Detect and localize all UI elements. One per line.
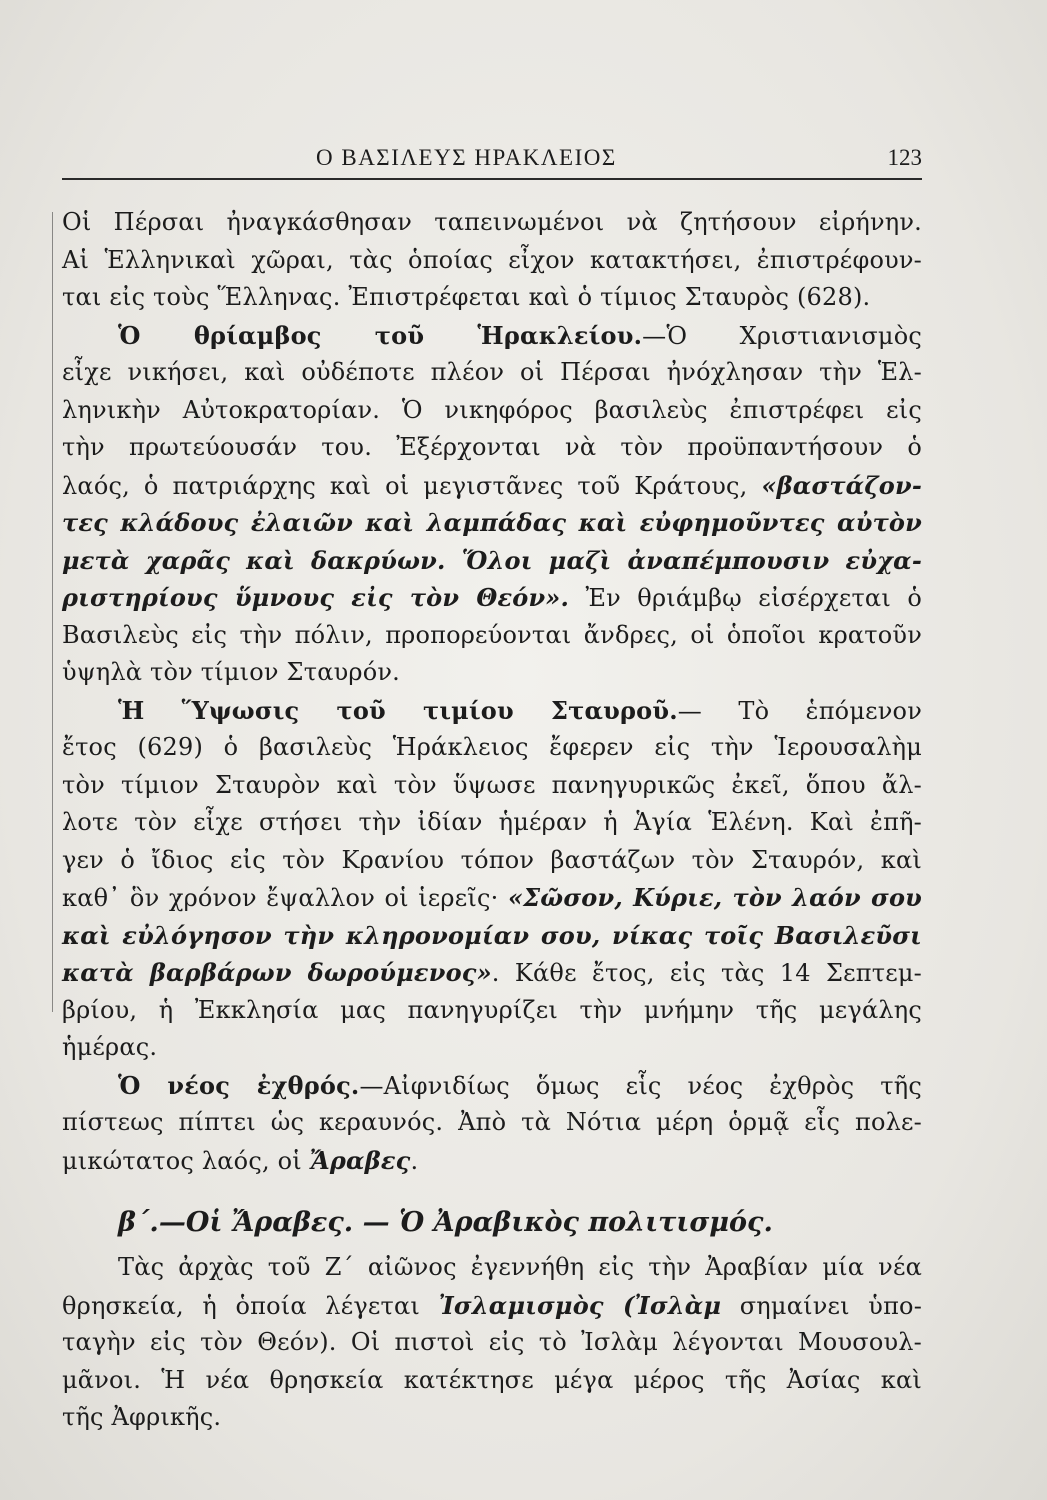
spacer	[62, 1179, 922, 1197]
text-line	[62, 1362, 922, 1400]
emphasis-text: «Σῶσον, Κύριε, τὸν λαόν σου	[507, 883, 922, 912]
running-header	[62, 145, 922, 179]
text-line	[62, 204, 922, 242]
text-line	[62, 842, 922, 880]
text-line	[62, 354, 922, 392]
plain-text: ἔτος (629) ὁ βασιλεὺς Ἡράκλειος ἔφερεν εἰς τὴν Ἱερουσαλὴμ	[62, 733, 922, 761]
plain-text: μᾶνοι. Ἡ νέα θρησκεία κατέκτησε μέγα μέρος τῆς Ἀσίας καὶ	[62, 1365, 922, 1394]
paragraphs-block-2	[62, 1249, 922, 1437]
text-line	[62, 317, 922, 355]
plain-text: μικώτατος λαός, οἱ	[62, 1146, 310, 1175]
emphasis-text: ριστηρίους ὕμνους εἰς τὸν Θεόν».	[62, 583, 570, 612]
plain-text: Βασιλεὺς εἰς τὴν πόλιν, προπορεύονται ἄνδρες, οἱ ὁποῖοι κρατοῦν	[62, 620, 922, 649]
plain-text: ἡμέρας.	[62, 1033, 158, 1061]
plain-text: θρησκεία, ἡ ὁποία λέγεται	[62, 1291, 439, 1320]
text-line	[62, 1249, 922, 1287]
text-line	[62, 467, 922, 505]
text-line	[62, 917, 922, 955]
plain-text: Αἱ Ἑλληνικαὶ χῶραι, τὰς ὁποίας εἶχον κατακτήσει, ἐπιστρέφουν-	[62, 245, 922, 274]
text-line	[62, 542, 922, 580]
text-line	[62, 692, 922, 730]
plain-text: . Κάθε ἔτος, εἰς τὰς 14 Σεπτεμ-	[491, 959, 922, 987]
text-line	[62, 654, 922, 692]
emphasis-text: Ὁ νέος ἐχθρός.	[118, 1070, 360, 1100]
plain-text: —Αἰφνιδίως ὅμως εἷς νέος ἐχθρὸς τῆς	[359, 1071, 922, 1100]
page-number: 123	[887, 145, 922, 170]
plain-text: ται εἰς τοὺς Ἕλληνας. Ἐπιστρέφεται καὶ ὁ τίμιος Σταυρὸς (628).	[62, 283, 871, 311]
text-line	[62, 992, 922, 1030]
text-line	[62, 767, 922, 805]
plain-text: εἶχε νικήσει, καὶ οὐδέποτε πλέον οἱ Πέρσαι ἠνόχλησαν τὴν Ἑλ-	[62, 358, 922, 386]
text-line	[62, 1142, 922, 1180]
text-line	[62, 954, 922, 992]
plain-text: σημαίνει ὑπο-	[721, 1291, 923, 1320]
plain-text: βρίου, ἡ Ἐκκλησία μας πανηγυρίζει τὴν μνήμην τῆς μεγάλης	[62, 995, 922, 1024]
text-line	[62, 879, 922, 917]
text-line	[62, 579, 922, 617]
plain-text: ὑψηλὰ τὸν τίμιον Σταυρόν.	[62, 658, 400, 686]
plain-text: καθ᾽ ὃν χρόνον ἔψαλλον οἱ ἱερεῖς·	[62, 884, 508, 912]
text-line	[62, 279, 922, 317]
plain-text: λοτε τὸν εἶχε στήσει τὴν ἰδίαν ἡμέραν ἡ Ἁγία Ἑλένη. Καὶ ἐπῆ-	[62, 808, 922, 836]
body-text	[62, 204, 922, 1437]
emphasis-text: Ἄραβες	[309, 1145, 411, 1175]
plain-text: ληνικὴν Αὐτοκρατορίαν. Ὁ νικηφόρος βασιλεὺς ἐπιστρέφει εἰς	[62, 395, 922, 424]
emphasis-text: μετὰ χαρᾶς καὶ δακρύων.	[62, 545, 462, 575]
plain-text: λαός, ὁ πατριάρχης καὶ οἱ μεγιστᾶνες τοῦ Κράτους,	[62, 471, 762, 500]
plain-text: γεν ὁ ἴδιος εἰς τὸν Κρανίου τόπον βαστάζων τὸν Σταυρόν, καὶ	[62, 845, 922, 874]
paragraphs-block	[62, 204, 922, 1179]
running-title: Ο ΒΑΣΙΛΕΥΣ ΗΡΑΚΛΕΙΟΣ	[316, 145, 617, 170]
text-line	[62, 1324, 922, 1362]
text-line	[62, 504, 922, 542]
text-line	[62, 429, 922, 467]
emphasis-text: Ὅλοι μαζὶ ἀναπέμπουσιν εὐχα-	[461, 545, 922, 575]
plain-text: —Ὁ Χριστιανισμὸς	[642, 321, 922, 350]
text-line	[62, 242, 922, 280]
emphasis-text: Ὁ θρίαμβος τοῦ Ἡρακλείου.	[118, 320, 643, 350]
text-line	[62, 1287, 922, 1325]
text-line	[62, 617, 922, 655]
margin-pencil-mark	[52, 212, 59, 1012]
plain-text: Τὰς ἀρχὰς τοῦ Ζ΄ αἰῶνος ἐγεννήθη εἰς τὴν Ἀραβίαν μία νέα	[118, 1253, 922, 1281]
emphasis-text: Ἰσλαμισμὸς (Ἰσλὰμ	[438, 1290, 722, 1320]
plain-text: Οἱ Πέρσαι ἠναγκάσθησαν ταπεινωμένοι νὰ ζητήσουν εἰρήνην.	[62, 208, 922, 236]
text-line	[62, 392, 922, 430]
emphasis-text: καὶ εὐλόγησον τὴν κληρονομίαν σου, νίκας τοῖς Βασιλεῦσι	[62, 920, 922, 950]
plain-text: .	[410, 1146, 419, 1175]
header-rule	[62, 178, 922, 180]
emphasis-text: «βαστάζον-	[761, 470, 922, 500]
text-line	[62, 1104, 922, 1142]
emphasis-text: κατὰ βαρβάρων δωρούμενος»	[62, 958, 492, 987]
text-line	[62, 1399, 922, 1437]
emphasis-text: τες κλάδους ἐλαιῶν καὶ λαμπάδας καὶ εὐφημοῦντες αὐτὸν	[62, 508, 922, 537]
plain-text: — Τὸ ἑπόμενον	[677, 696, 922, 725]
plain-text: Ἐν θριάμβῳ εἰσέρχεται ὁ	[569, 584, 922, 612]
section-heading: β΄.—Οἱ Ἄραβες. — Ὁ Ἀραβικὸς πολιτισμός.	[118, 1207, 773, 1238]
plain-text: τῆς Ἀφρικῆς.	[62, 1403, 222, 1431]
text-line	[62, 1029, 922, 1067]
text-line	[62, 804, 922, 842]
plain-text: τὸν τίμιον Σταυρὸν καὶ τὸν ὕψωσε πανηγυρικῶς ἐκεῖ, ὅπου ἄλ-	[62, 770, 922, 799]
emphasis-text: Ἡ Ὕψωσις τοῦ τιμίου Σταυροῦ.	[118, 695, 678, 725]
plain-text: πίστεως πίπτει ὡς κεραυνός. Ἀπὸ τὰ Νότια μέρη ὁρμᾷ εἷς πολε-	[62, 1108, 922, 1136]
plain-text: τὴν πρωτεύουσάν του. Ἐξέρχονται νὰ τὸν προϋπαντήσουν ὁ	[62, 433, 922, 461]
plain-text: ταγὴν εἰς τὸν Θεόν). Οἱ πιστοὶ εἰς τὸ Ἰσλὰμ λέγονται Μουσουλ-	[62, 1328, 922, 1356]
text-line	[62, 1067, 922, 1105]
text-line	[62, 729, 922, 767]
